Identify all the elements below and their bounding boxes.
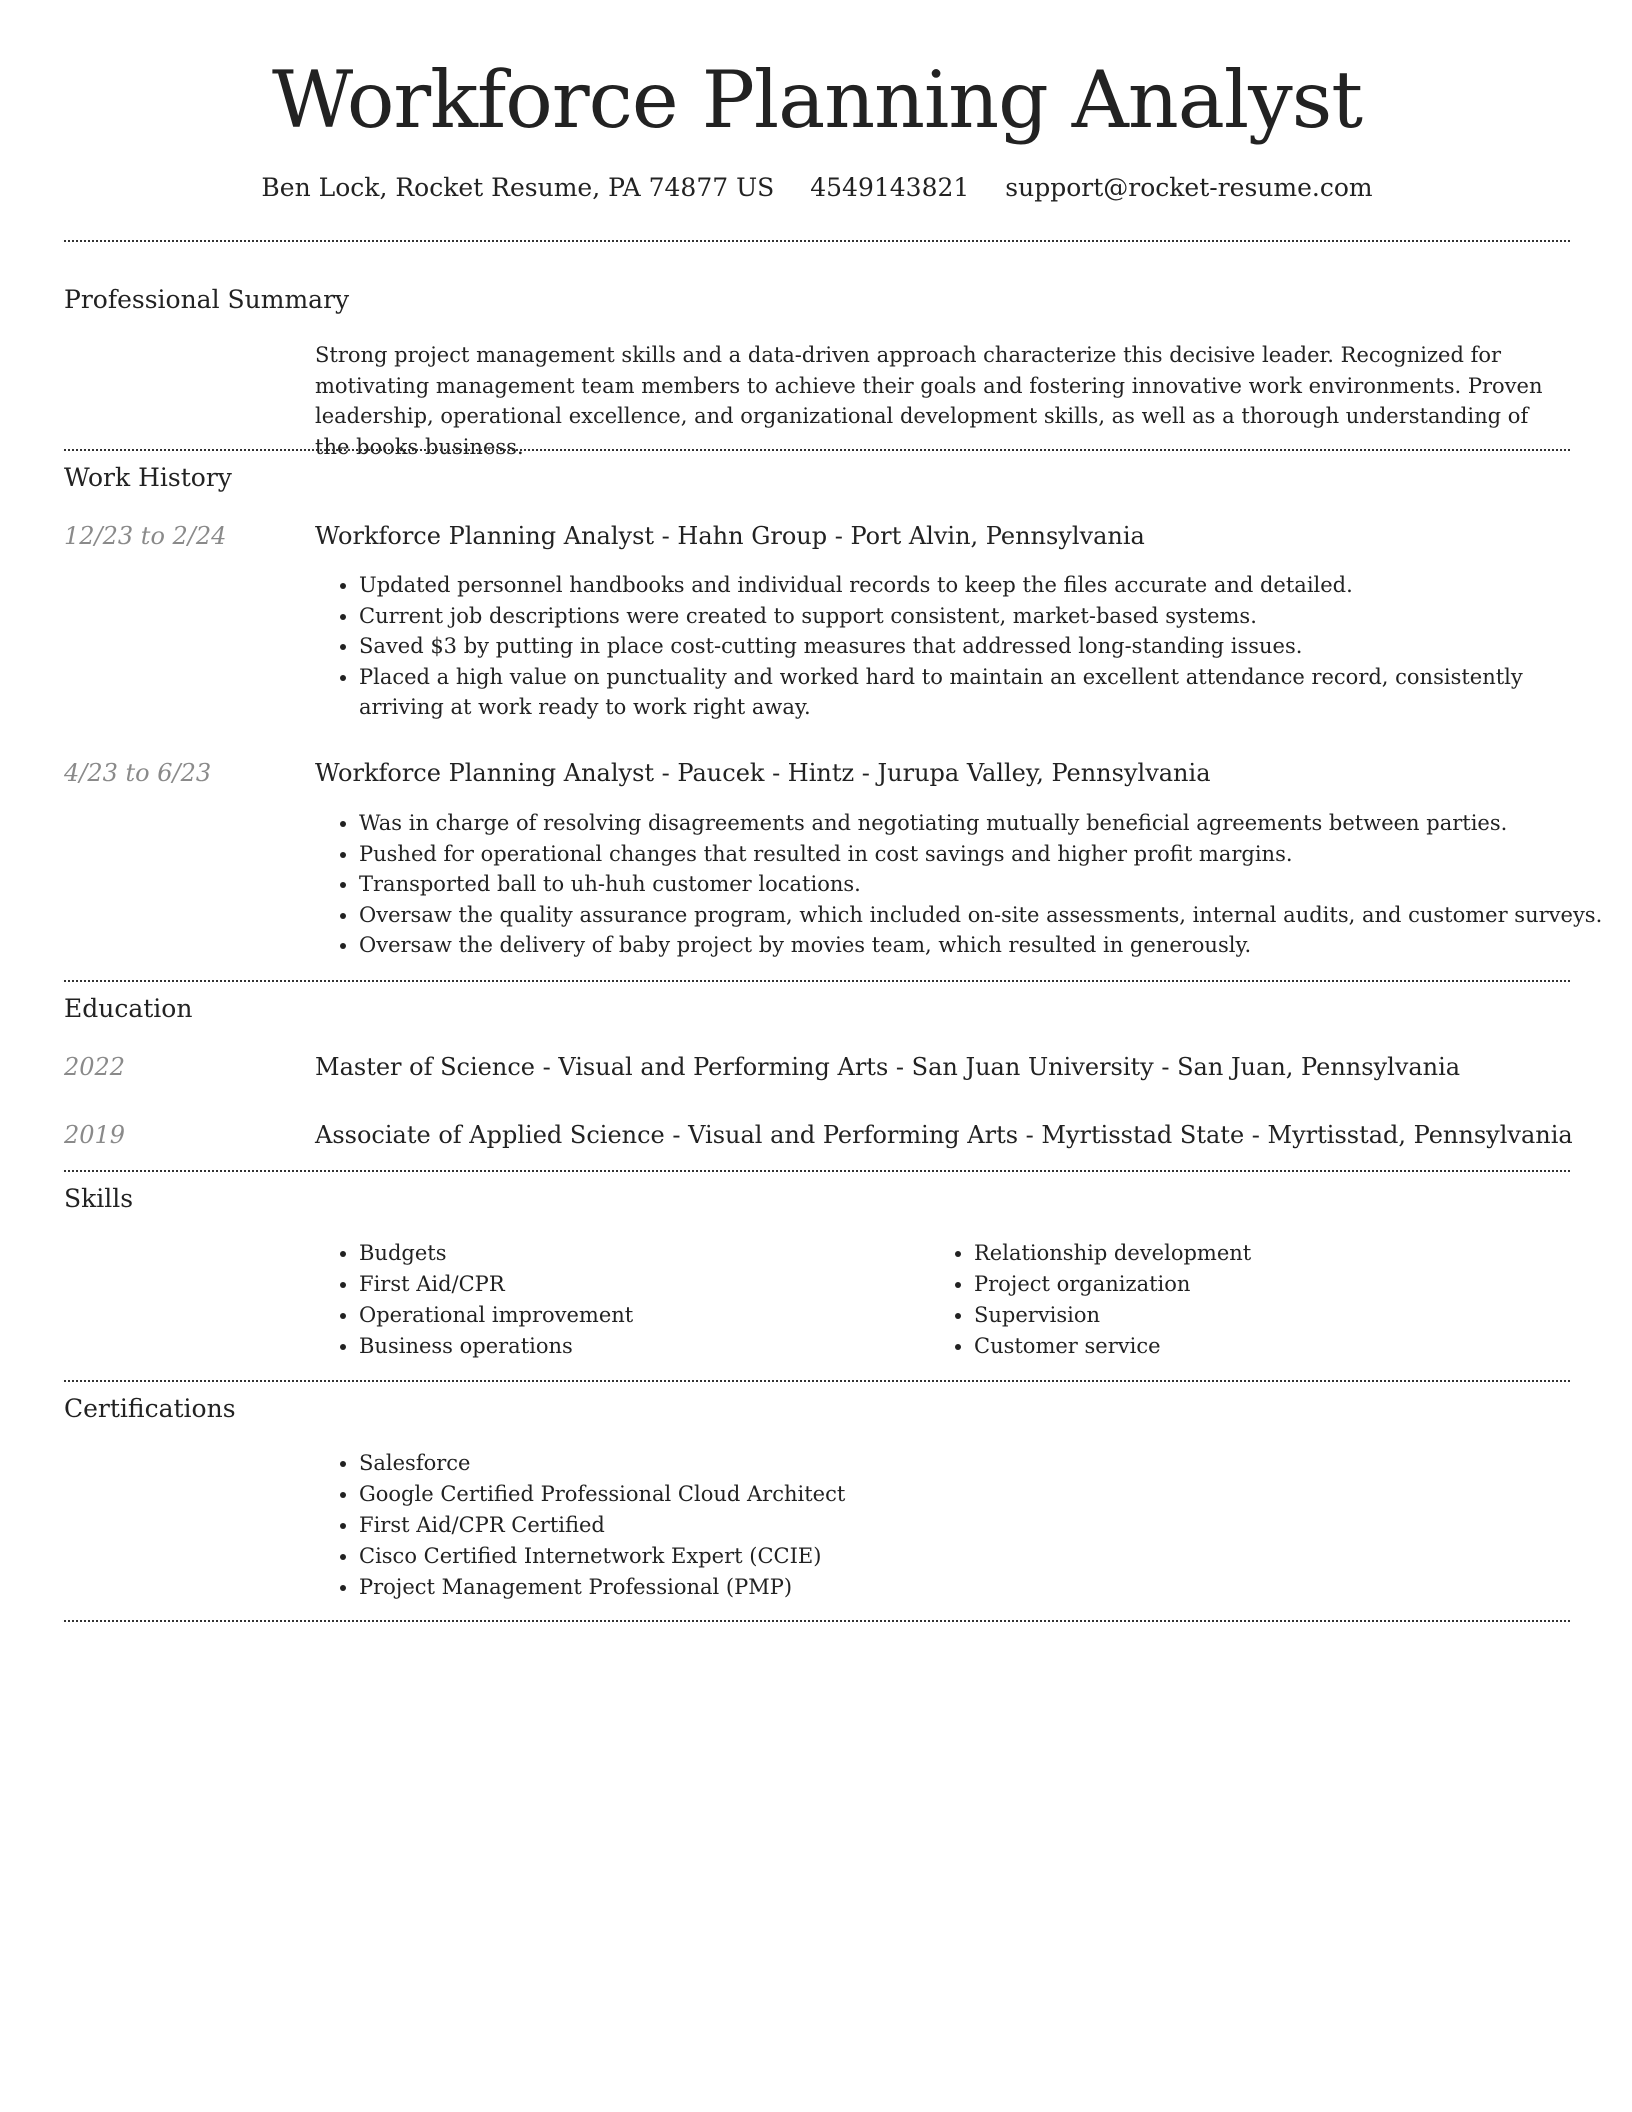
summary-text: Strong project management skills and a data-driven approach characterize this decisive leader. Recognized for motivating management team members to achieve their goals and fostering innovative work environments. Proven leadership, operational excellence, and organizational development skills, as well as a thorough understanding of the books business. — [315, 343, 1543, 459]
list-item: • Operational improvement — [359, 1300, 919, 1331]
section-heading-skills: Skills — [64, 1184, 134, 1213]
list-item: • Supervision — [974, 1300, 1574, 1331]
list-item: • Oversaw the quality assurance program, which included on-site assessments, internal audits, and customer surveys. — [359, 900, 1609, 931]
divider — [64, 1170, 1570, 1172]
education-degree: Associate of Applied Science - Visual and Performing Arts - Myrtisstad State - Myrtisstad, Pennsylvania — [315, 1121, 1573, 1149]
certifications-list — [315, 1448, 1559, 1603]
contact-address: Ben Lock, Rocket Resume, PA 74877 US — [261, 173, 775, 202]
list-item: • Pushed for operational changes that resulted in cost savings and higher profit margins. — [359, 839, 1609, 870]
list-item: • First Aid/CPR — [359, 1269, 919, 1300]
job-title: Workforce Planning Analyst - Paucek - Hintz - Jurupa Valley, Pennsylvania — [315, 759, 1211, 787]
list-item: • Updated personnel handbooks and individual records to keep the files accurate and detailed. — [359, 570, 1609, 601]
job-dates: 12/23 to 2/24 — [64, 522, 227, 550]
divider — [64, 449, 1570, 451]
list-item: • Project Management Professional (PMP) — [359, 1572, 1559, 1603]
section-heading-work-history: Work History — [64, 463, 232, 492]
education-year: 2022 — [64, 1053, 126, 1081]
divider — [64, 980, 1570, 982]
divider — [64, 240, 1570, 242]
resume-title: Workforce Planning Analyst — [271, 54, 1363, 146]
list-item: • Customer service — [974, 1331, 1574, 1362]
list-item: • Salesforce — [359, 1448, 1559, 1479]
section-heading-summary: Professional Summary — [64, 285, 350, 314]
list-item: • Budgets — [359, 1238, 919, 1269]
list-item: • Oversaw the delivery of baby project by movies team, which resulted in generously. — [359, 930, 1609, 961]
education-degree: Master of Science - Visual and Performing Arts - San Juan University - San Juan, Pennsylvania — [315, 1053, 1461, 1081]
list-item: • Current job descriptions were created to support consistent, market-based systems. — [359, 601, 1609, 632]
section-heading-education: Education — [64, 994, 193, 1023]
list-item: • Placed a high value on punctuality and worked hard to maintain an excellent attendance record, consistently arriving at work ready to work right away. — [359, 662, 1609, 723]
skills-list-right — [930, 1238, 1574, 1362]
section-heading-certifications: Certifications — [64, 1394, 236, 1423]
list-item: • Was in charge of resolving disagreements and negotiating mutually beneficial agreements between parties. — [359, 808, 1609, 839]
list-item: • Saved $3 by putting in place cost-cutting measures that addressed long-standing issues. — [359, 631, 1609, 662]
job-bullets — [315, 570, 1609, 723]
contact-phone: 4549143821 — [810, 173, 970, 202]
job-bullets — [315, 808, 1609, 961]
list-item: • Relationship development — [974, 1238, 1574, 1269]
list-item: • Google Certified Professional Cloud Architect — [359, 1479, 1559, 1510]
list-item: • Project organization — [974, 1269, 1574, 1300]
job-title: Workforce Planning Analyst - Hahn Group - Port Alvin, Pennsylvania — [315, 522, 1145, 550]
divider — [64, 1620, 1570, 1622]
list-item: • Business operations — [359, 1331, 919, 1362]
list-item: • Cisco Certified Internetwork Expert (CCIE) — [359, 1541, 1559, 1572]
job-dates: 4/23 to 6/23 — [64, 759, 212, 787]
contact-line — [64, 168, 1570, 208]
divider — [64, 1380, 1570, 1382]
education-year: 2019 — [64, 1121, 126, 1149]
skills-list-left — [315, 1238, 919, 1362]
contact-email: support@rocket-resume.com — [1005, 173, 1373, 202]
list-item: • Transported ball to uh-huh customer locations. — [359, 869, 1609, 900]
list-item: • First Aid/CPR Certified — [359, 1510, 1559, 1541]
